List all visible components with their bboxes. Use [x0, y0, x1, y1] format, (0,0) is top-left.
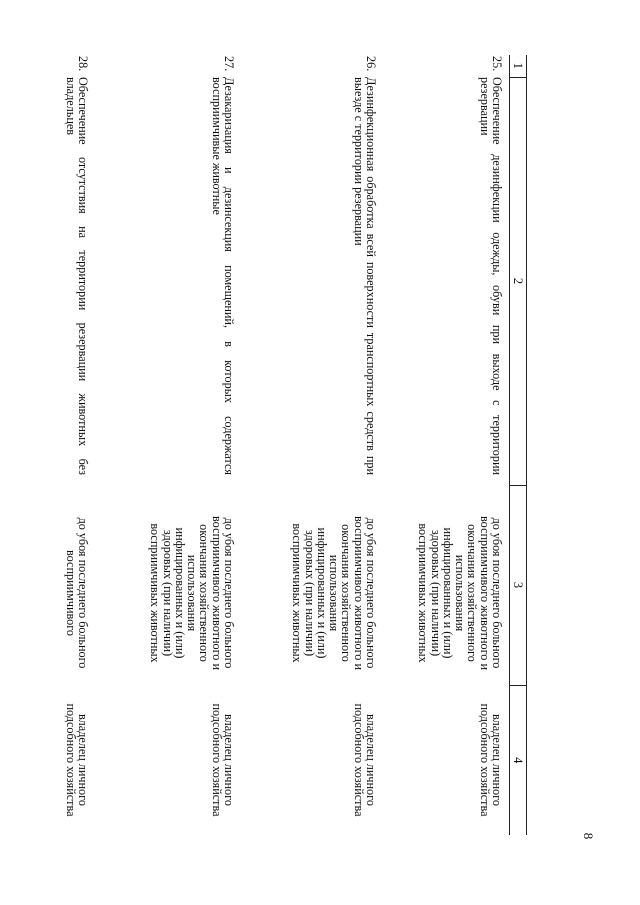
row-period: до убоя последнего больного восприимчивого животного и окончания хозяйственного использования инфицированных и (или) здоровых (при наличии) восприимчивых животных: [290, 516, 378, 670]
row-number: 25.: [490, 56, 504, 72]
row-description: Обеспечение отсутствия на территории резервации животных без владельцев: [63, 77, 90, 475]
row-period: до убоя последнего больного восприимчивого животного и окончания хозяйственного использования инфицированных и (или) здоровых (при наличии) восприимчивых животных: [416, 516, 504, 670]
table-row: [64, 55, 89, 835]
row-responsible: владелец личного подсобного хозяйства: [63, 703, 90, 817]
rotated-page: [63, 55, 527, 835]
row-responsible: владелец личного подсобного хозяйства: [477, 703, 504, 817]
row-description: Дезакаризация и дезинсекция помещений, в которых содержатся восприимчивые животные: [209, 77, 236, 475]
header-col-1: 1: [510, 55, 527, 77]
header-col-4: 4: [511, 757, 525, 764]
table-row: [377, 55, 510, 835]
table-row: [235, 55, 377, 835]
row-period: до убоя последнего больного восприимчивого животного и окончания хозяйственного использования инфицированных и (или) здоровых (при наличии) восприимчивых животных: [148, 516, 236, 670]
table-row: [89, 55, 235, 835]
row-period: до убоя последнего больного восприимчивого: [63, 517, 90, 669]
header-row: [510, 55, 527, 835]
row-number: 28.: [76, 56, 90, 72]
row-description: Обеспечение дезинфекции одежды, обуви при выходе с территории резервации: [477, 77, 504, 475]
row-number: 27.: [222, 56, 236, 72]
header-col-2: 2: [510, 77, 527, 485]
row-responsible: владелец личного подсобного хозяйства: [209, 703, 236, 817]
row-responsible: владелец личного подсобного хозяйства: [351, 703, 378, 817]
page-number: 8: [581, 832, 596, 840]
row-number: 26.: [364, 56, 378, 72]
header-col-3: 3: [510, 485, 527, 685]
measures-table: [64, 55, 527, 835]
row-description: Дезинфекционная обработка всей поверхности транспортных средств при выезде с территории резервации: [351, 77, 378, 475]
